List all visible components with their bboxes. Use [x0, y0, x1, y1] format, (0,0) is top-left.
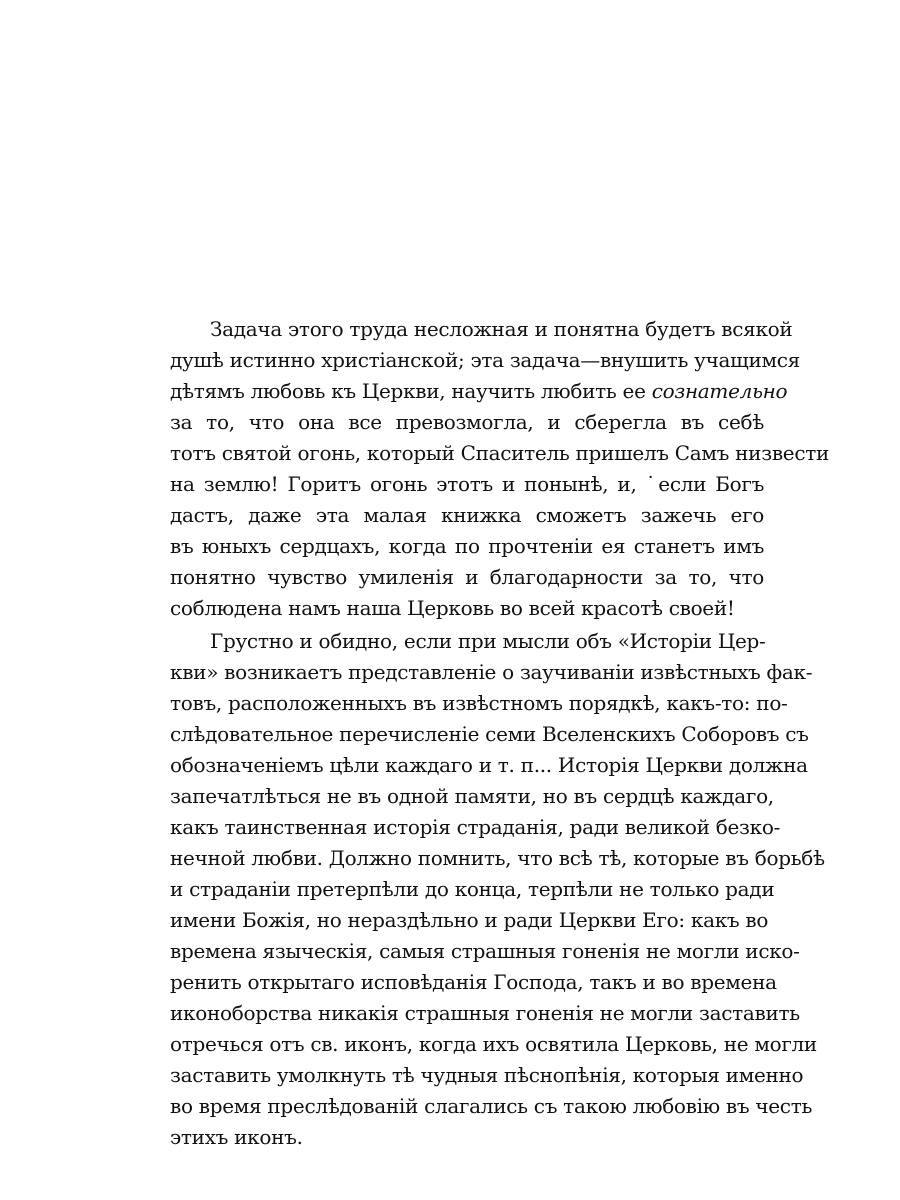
text-line: въ юныхъ сердцахъ, когда по прочтеніи ея станетъ имъ [170, 534, 764, 558]
text-line: и страданіи претерпѣли до конца, терпѣли не только ради [170, 877, 775, 901]
text-line: обозначеніемъ цѣли каждаго и т. п... Исторія Церкви должна [170, 753, 808, 777]
text-line: какъ таинственная исторія страданія, ради великой безко- [170, 815, 781, 839]
text-line [170, 376, 788, 407]
text-line: Грустно и обидно, если при мысли объ «Исторіи Цер- [210, 629, 766, 653]
text-line: Задача этого труда несложная и понятна будетъ всякой [210, 317, 793, 341]
text-line: этихъ иконъ. [170, 1125, 303, 1149]
text-line: времена языческія, самыя страшныя гоненія не могли искo- [170, 939, 800, 963]
body-text [170, 314, 830, 1153]
text-line: товъ, расположенныхъ въ извѣстномъ порядкѣ, какъ-то: по- [170, 691, 788, 715]
text-line: понятно чувство умиленія и благодарности за то, что [170, 565, 764, 589]
text-line: запечатлѣться не въ одной памяти, но въ сердцѣ каждаго, [170, 784, 774, 808]
text-line: душѣ истинно христіанской; эта задача—внушить учащимся [170, 348, 800, 372]
text-line: за то, что она все превозмогла, и сберегла въ себѣ [170, 410, 764, 434]
text-line: соблюдена намъ наша Церковь во всей красотѣ своей! [170, 596, 735, 620]
emphasized-word: сознательно [651, 379, 788, 403]
text-line: отречься отъ св. иконъ, когда ихъ освятила Церковь, не могли [170, 1032, 817, 1056]
text-line: заставить умолкнуть тѣ чудныя пѣснопѣнія, которыя именно [170, 1063, 804, 1087]
text-line: нечной любви. Должно помнить, что всѣ тѣ, которые въ борьбѣ [170, 846, 825, 870]
text-line: имени Божія, но нераздѣльно и ради Церкви Его: какъ во [170, 908, 769, 932]
text-line: на землю! Горитъ огонь этотъ и понынѣ, и, ˙если Богъ [170, 472, 764, 496]
text-line: иконоборства никакія страшныя гоненія не могли заставить [170, 1001, 800, 1025]
text-line: во время преслѣдованій слагались съ такою любовію въ честь [170, 1094, 813, 1118]
text-line: слѣдовательное перечисленіе семи Вселенскихъ Соборовъ съ [170, 722, 809, 746]
text-line: ренить открытаго исповѣданія Господа, такъ и во времена [170, 970, 777, 994]
text-line: тотъ святой огонь, который Спаситель пришелъ Самъ низвести [170, 441, 830, 465]
text-line: дастъ, даже эта малая книжка сможетъ зажечь его [170, 503, 764, 527]
text-run: дѣтямъ любовь къ Церкви, научить любить ее [170, 379, 652, 403]
text-line: кви» возникаетъ представленіе о заучиваніи извѣстныхъ фак- [170, 660, 813, 684]
